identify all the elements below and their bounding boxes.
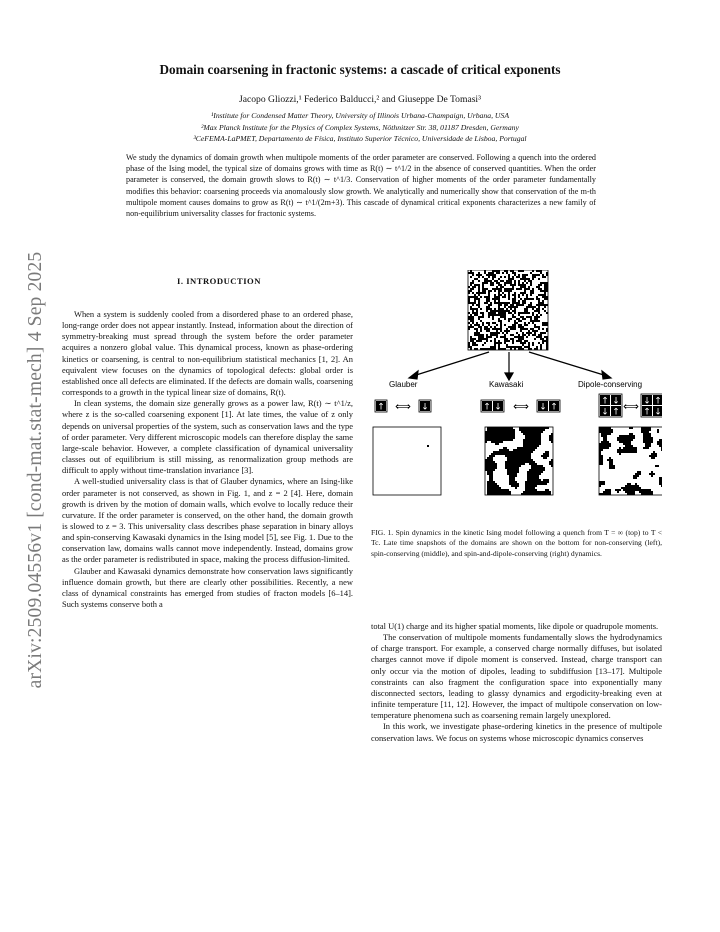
label-dipole-conserving: Dipole-conserving — [578, 380, 643, 389]
svg-text:↑: ↑ — [483, 402, 491, 413]
paper-title: Domain coarsening in fractonic systems: a cascade of critical exponents — [159, 62, 561, 77]
svg-text:⟺: ⟺ — [395, 400, 411, 413]
abstract: We study the dynamics of domain growth when multipole moments of the order parameter are conserved. Following a quench into the ordered phase of the Ising model, the typical size of domains grows with time as R(t) ∼ t^1/2 in the absence of conserved quantities. When the order parameter is conserved, the domain growth slows to R(t) ∼ t^1/3. Conservation of higher moments of the order parameter fundamentally modifies this behavior: coarsening proceeds via anomalously slow growth. We analytically and numerically show that conservation of the m-th multipole moment causes domains to grow as R(t) ∼ t^1/(2m+3). This cascade of dynamical critical exponents characterizes a new family of non-equilibrium universality classes for fractonic systems. — [126, 153, 596, 219]
arrow-right-head — [602, 371, 611, 379]
svg-text:↓: ↓ — [612, 396, 620, 407]
svg-text:↓: ↓ — [643, 396, 651, 407]
svg-text:↑: ↑ — [654, 396, 662, 407]
label-glauber: Glauber — [389, 380, 418, 389]
section-heading-introduction: I. INTRODUCTION — [177, 276, 261, 286]
spin-move-icons — [375, 394, 662, 418]
figure-1 — [371, 270, 662, 520]
svg-text:↓: ↓ — [601, 407, 609, 418]
right-column — [371, 621, 662, 744]
svg-text:↓: ↓ — [494, 402, 502, 413]
arrow-middle-head — [505, 373, 513, 380]
arxiv-identifier: arXiv:2509.04556v1 [cond-mat.stat-mech] 4 Sep 2025 — [25, 251, 46, 689]
quench-arrows — [409, 352, 611, 380]
figure-caption: FIG. 1. Spin dynamics in the kinetic Ising model following a quench from T = ∞ (top) to T < Tc. Late time snapshots of the domains are shown on the bottom for non-conserving (left), spin-conserving (middle), and spin-and-dipole-conserving (right) dynamics. — [371, 528, 662, 558]
affiliation-2: ²Max Planck Institute for the Physics of Complex Systems, Nöthnitzer Str. 38, 01187 Dresden, Germany — [201, 122, 519, 132]
arrow-right — [529, 352, 607, 376]
svg-text:↑: ↑ — [377, 402, 385, 413]
svg-text:↑: ↑ — [601, 396, 609, 407]
label-kawasaki: Kawasaki — [489, 380, 524, 389]
svg-text:⟺: ⟺ — [513, 400, 529, 413]
glauber-snapshot — [373, 427, 441, 495]
paragraph: total U(1) charge and its higher spatial moments, like dipole or quadrupole moments. — [371, 621, 659, 631]
kawasaki-snapshot — [485, 427, 553, 495]
svg-text:↓: ↓ — [421, 402, 429, 413]
arxiv-sidebar — [18, 120, 54, 820]
arrow-left — [413, 352, 489, 376]
paragraph: In clean systems, the domain size generally grows as a power law, R(t) ∼ t^1/z, where z is the so-called coarsening exponent [1]. At late times, the value of z only depends on universal properties of the system, such as conservation laws and the type of order parameter. Very different microscopic models can therefore display the same large-scale behavior. However, a complete classification of dynamical universality classes out of equilibrium is still missing, as renormalization group methods are difficult to apply without time-translation invariance [3]. — [62, 398, 353, 476]
paragraph: A well-studied universality class is that of Glauber dynamics, where an Ising-like order parameter is not conserved, as shown in Fig. 1, and z = 2 [4]. Here, domain growth is driven by the motion of domain walls, which evolve to locally reduce their curvature. If the order parameter is conserved, on the other hand, the domain growth is slowed to z = 3. This universality class describes phase separation in binary alloys and spin-conserving Kawasaki dynamics in the Ising model [5], see Fig. 1. Due to the conservation law, domains walls cannot move independently. Instead, domains grow as the order parameter is redistributed in space, making the process diffusion-limited. — [62, 476, 353, 565]
affiliation-1: ¹Institute for Condensed Matter Theory, University of Illinois Urbana-Champaign, Urbana, USA — [210, 111, 510, 120]
svg-text:↓: ↓ — [654, 407, 662, 418]
paragraph: When a system is suddenly cooled from a disordered phase to an ordered phase, long-range order does not appear instantly. Instead, information about the direction of symmetry-breaking must spread through the system before the order parameter acquires a nonzero global value. This dynamical process, known as phase-ordering kinetics or coarsening, is central to non-equilibrium statistical mechanics [1, 2]. An equivalent view focuses on the dynamics of topological defects: global order is established once all defects are eliminated. If the defects are domain walls, coarsening corresponds to a growth in the typical linear size of domains, R(t). — [62, 309, 353, 398]
disordered-snapshot — [468, 270, 548, 350]
figure-graphic — [371, 270, 662, 520]
paragraph: The conservation of multipole moments fundamentally slows the hydrodynamics of charge transport. For example, a conserved charge normally diffuses, but isolated charges cannot move if dipole moment is conserved. Instead, charge transport can only occur via the motion of dipoles, leading to subdiffusion [13–17]. Multipole constraints can also fragment the configuration space into exponentially many disconnected sectors, leading to glassy dynamics and ergodicity-breaking even at infinite temperature [11, 12]. However, the impact of multipole conservation on low-temperature phenomena such as coarsening remain largely unexplored. — [371, 632, 662, 721]
svg-text:↑: ↑ — [612, 407, 620, 418]
author-list: Jacopo Gliozzi,¹ Federico Balducci,² and Giuseppe De Tomasi³ — [239, 94, 481, 105]
dipole-snapshot — [599, 427, 662, 495]
paragraph: In this work, we investigate phase-ordering kinetics in the presence of multipole conservation laws. We focus on systems whose microscopic dynamics conserves — [371, 721, 662, 743]
svg-text:↑: ↑ — [550, 402, 558, 413]
left-column — [62, 309, 353, 610]
affiliation-3: ³CeFEMA-LaPMET, Departamento de Física, Instituto Superior Técnico, Universidade de Lisboa, Portugal — [193, 134, 527, 143]
svg-text:↑: ↑ — [643, 407, 651, 418]
svg-text:⟺: ⟺ — [623, 400, 639, 413]
paragraph: Glauber and Kawasaki dynamics demonstrate how conservation laws significantly influence domain growth, but there are clearly other possibilities. Recently, a new class of dynamical constraints has emerged from studies of fracton models [6–14]. Such systems conserve both a — [62, 565, 353, 610]
arrow-left-head — [409, 371, 418, 379]
svg-text:↓: ↓ — [539, 402, 547, 413]
affiliations — [60, 110, 660, 145]
